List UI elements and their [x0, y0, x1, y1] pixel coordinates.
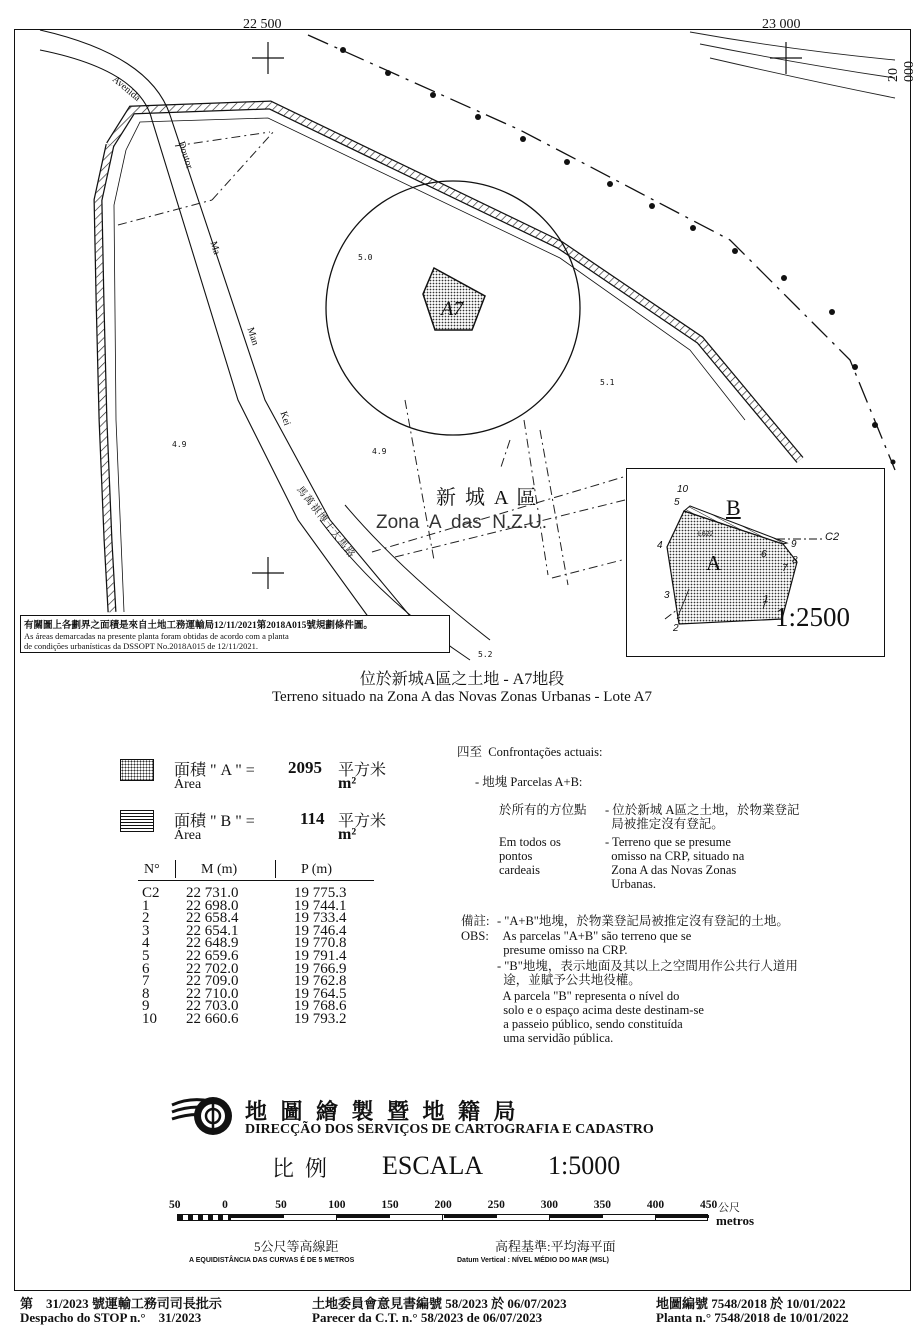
coord-table [138, 860, 374, 1026]
coord-m: 22 731.0 [186, 885, 239, 901]
scale-unit-pt: metros [716, 1213, 755, 1228]
title-pt: Terreno situado na Zona A das Novas Zonas Urbanas - Lote A7 [271, 689, 653, 705]
street-word: Kei [277, 410, 293, 428]
coord-p: 19 733.4 [294, 910, 347, 927]
grid-label-x2: 23 000 [762, 17, 801, 32]
coord-p: 19 791.4 [294, 947, 347, 964]
scale-tick-label: 450 [700, 1199, 718, 1211]
scale-ticks [0, 1199, 924, 1215]
grid-label-y1: 20 000 [886, 61, 917, 82]
inset-scale: 1:2500 [775, 602, 851, 632]
col-header: M (m) [201, 862, 238, 877]
conf-left-pt: Em todos os pontos cardeais [499, 835, 561, 877]
coord-p: 19 775.3 [294, 885, 347, 901]
scale-label-pt: ESCALA [382, 1151, 484, 1180]
street-word: Doutor [175, 140, 195, 171]
contour-label: 4.9 [172, 440, 187, 449]
conf-right-pt: - Terreno que se presume omisso na CRP, situado na Zona A das Novas Zonas Urbanas. [605, 835, 745, 891]
parecer-pt: Parecer da C.T. n.° 58/2023 de 06/07/2023 [312, 1310, 543, 1325]
contour-label: 5.0 [358, 253, 373, 262]
despacho-zh: 第 31/2023 號運輸工務司司長批示 [20, 1296, 222, 1311]
contour-info-pt: A EQUIDISTÂNCIA DAS CURVAS É DE 5 METROS [189, 1257, 355, 1264]
coord-m: 22 654.1 [186, 922, 239, 939]
area-b-label: 面積 " B " = [174, 813, 255, 830]
coord-m: 22 709.0 [186, 973, 239, 990]
notes-line2: As parcelas "A+B" são terreno que se presume omisso na CRP. [502, 929, 692, 957]
scale-segment [656, 1215, 709, 1218]
inset-point: 10 [677, 484, 689, 495]
coord-table-header [138, 860, 374, 881]
inset-label-a: A [706, 551, 722, 575]
coord-m: 22 698.0 [186, 897, 239, 914]
datum-info-pt: Datum Vertical : NÍVEL MÉDIO DO MAR (MSL) [457, 1257, 609, 1264]
coord-row [138, 1010, 374, 1027]
conf-parcel: - 地塊 Parcelas A+B: [475, 775, 583, 789]
inset-point: 8 [792, 555, 798, 566]
scale-tick-label: 150 [381, 1199, 399, 1211]
coord-table-body [138, 881, 374, 1026]
coord-m: 22 659.6 [186, 947, 239, 964]
col-header: N° [144, 862, 160, 877]
coord-p: 19 746.4 [294, 922, 347, 939]
scale-tick-label: 0 [222, 1199, 228, 1211]
area-a-unit: m² [338, 775, 357, 792]
point-id: 1 [142, 897, 150, 914]
planta-zh: 地圖編號 7548/2018 於 10/01/2022 [656, 1296, 846, 1311]
scale-segment [603, 1215, 656, 1220]
point-id: 8 [142, 985, 150, 1002]
coord-m: 22 702.0 [186, 960, 239, 977]
inset-point: 5 [674, 497, 680, 508]
contour-label: 5.1 [600, 378, 615, 387]
scale-label-zh: 比 例 [272, 1156, 328, 1181]
contour-label: 4.9 [372, 447, 387, 456]
inset-c2-label: C2 [825, 531, 840, 543]
coord-p: 19 768.6 [294, 998, 347, 1015]
point-id: C2 [142, 885, 160, 901]
zone-label-pt: Zona A das N.Z.U. [376, 512, 548, 533]
scale-unit-zh: 公尺 [718, 1202, 740, 1214]
conf-left-zh: 於所有的方位點 [499, 803, 587, 817]
agency-name-pt: DIRECÇÃO DOS SERVIÇOS DE CARTOGRAFIA E CADASTRO [245, 1122, 654, 1137]
inset-point: 2 [673, 623, 679, 634]
notes-line1: - "A+B"地塊，於物業登記局被推定沒有登記的土地。 [497, 914, 789, 928]
legend-swatch-area-b [120, 810, 154, 832]
point-id: 9 [142, 998, 150, 1015]
planta-pt: Planta n.° 7548/2018 de 10/01/2022 [656, 1310, 849, 1325]
notes-label-zh: 備註: [461, 914, 490, 928]
area-b-unit-zh: 平方米 [338, 813, 387, 830]
point-id: 6 [142, 960, 150, 977]
parecer-zh: 土地委員會意見書編號 58/2023 於 06/07/2023 [312, 1296, 567, 1311]
point-id: 7 [142, 973, 150, 990]
inset-point: 3 [664, 590, 670, 601]
scale-tick-label: 400 [646, 1199, 665, 1211]
street-word: Man [244, 326, 261, 347]
point-id: 10 [142, 1010, 157, 1027]
street-chinese: 馬萬祺博士大馬路 [294, 484, 358, 561]
inset-inner-text: L622 [698, 531, 714, 538]
area-a-value: 2095 [288, 758, 322, 777]
zone-label-zh: 新 城 A 區 [436, 487, 539, 509]
coord-m: 22 648.9 [186, 935, 239, 952]
lot-label: A7 [441, 298, 464, 320]
despacho-pt: Despacho do STOP n.° 31/2023 [20, 1310, 202, 1325]
scale-segment [550, 1215, 603, 1218]
area-b-unit: m² [338, 826, 357, 843]
note-pt2: de condições urbanísticas da DSSOPT No.2018A015 de 12/11/2021. [24, 641, 258, 651]
scale-ratio: 1:5000 [548, 1151, 621, 1180]
coord-p: 19 764.5 [294, 985, 347, 1002]
area-a-unit-zh: 平方米 [338, 762, 387, 779]
boundary-dots [340, 47, 896, 465]
grid-label-x1: 22 500 [243, 17, 282, 32]
note-zh: 有關圖上各劃界之面積是來自土地工務運輸局12/11/2021第2018A015號規劃條件圖。 [24, 621, 373, 631]
point-id: 2 [142, 910, 150, 927]
inset-point: 7 [782, 563, 788, 574]
col-header: P (m) [301, 862, 332, 877]
coord-p: 19 793.2 [294, 1010, 347, 1027]
note-pt1: As áreas demarcadas na presente planta foram obtidas de acordo com a planta [24, 631, 289, 641]
conf-heading: 四至 Confrontações actuais: [457, 745, 603, 759]
scale-segment [497, 1215, 550, 1220]
agency-name-zh: 地 圖 繪 製 暨 地 籍 局 [245, 1099, 516, 1124]
scale-tick-label: 200 [434, 1199, 452, 1211]
scale-bar [177, 1214, 708, 1221]
scale-tick-label: 350 [593, 1199, 612, 1211]
street-word: Avenida [109, 74, 143, 104]
datum-info-zh: 高程基準:平均海平面 [495, 1239, 616, 1254]
coord-p: 19 770.8 [294, 935, 347, 952]
area-b-value: 114 [300, 809, 325, 828]
coord-m: 22 660.6 [186, 1010, 239, 1027]
inset-point: 6 [761, 549, 767, 560]
scale-tick-label: 250 [487, 1199, 505, 1211]
inset-point: 1 [763, 594, 769, 605]
coord-p: 19 766.9 [294, 960, 347, 977]
notes-label-pt: OBS: [461, 929, 489, 943]
scale-segment [231, 1215, 284, 1218]
scale-tick-label: 50 [275, 1199, 287, 1211]
scale-segment [284, 1215, 337, 1220]
coord-p: 19 762.8 [294, 973, 347, 990]
agency-logo-icon [170, 1093, 236, 1139]
area-a-label: 面積 " A " = [174, 762, 255, 779]
point-id: 3 [142, 922, 150, 939]
scale-tick-label: 100 [328, 1199, 346, 1211]
point-id: 4 [142, 935, 150, 952]
scale-segment [178, 1215, 231, 1220]
point-id: 5 [142, 947, 150, 964]
contour-label: 5.2 [478, 650, 493, 659]
confrontacoes [457, 745, 857, 893]
title-zh: 位於新城A區之土地 - A7地段 [359, 671, 565, 688]
area-a-pt: Área [174, 777, 202, 792]
notes-line4: A parcela "B" representa o nível do solo e o espaço acima deste destinam-se a passeio público, sendo constituída uma servidão pública. [502, 989, 704, 1045]
conf-right-zh: - 位於新城 A區之土地，於物業登記 局被推定沒有登記。 [605, 803, 800, 831]
inset-point: 4 [657, 540, 663, 551]
inset-point: 9 [791, 539, 797, 550]
street-word: Ma [207, 240, 223, 257]
notes-line3: - "B"地塊，表示地面及其以上之空間用作公共行人道用 途，並賦予公共地役權。 [497, 959, 798, 987]
contour-info-zh: 5公尺等高線距 [254, 1239, 339, 1254]
inset-label-b: B [726, 495, 741, 520]
inset-map [626, 468, 885, 657]
scale-segment [337, 1215, 390, 1218]
legend-swatch-area-a [120, 759, 154, 781]
scale-segment [390, 1215, 443, 1220]
coord-m: 22 710.0 [186, 985, 239, 1002]
scale-tick-label: 50 [169, 1199, 181, 1211]
coord-m: 22 703.0 [186, 998, 239, 1015]
scale-tick-label: 300 [540, 1199, 558, 1211]
scale-segment [444, 1215, 497, 1218]
coord-m: 22 658.4 [186, 910, 239, 927]
coord-p: 19 744.1 [294, 897, 347, 914]
area-b-pt: Área [174, 828, 202, 843]
map-note [20, 615, 450, 653]
